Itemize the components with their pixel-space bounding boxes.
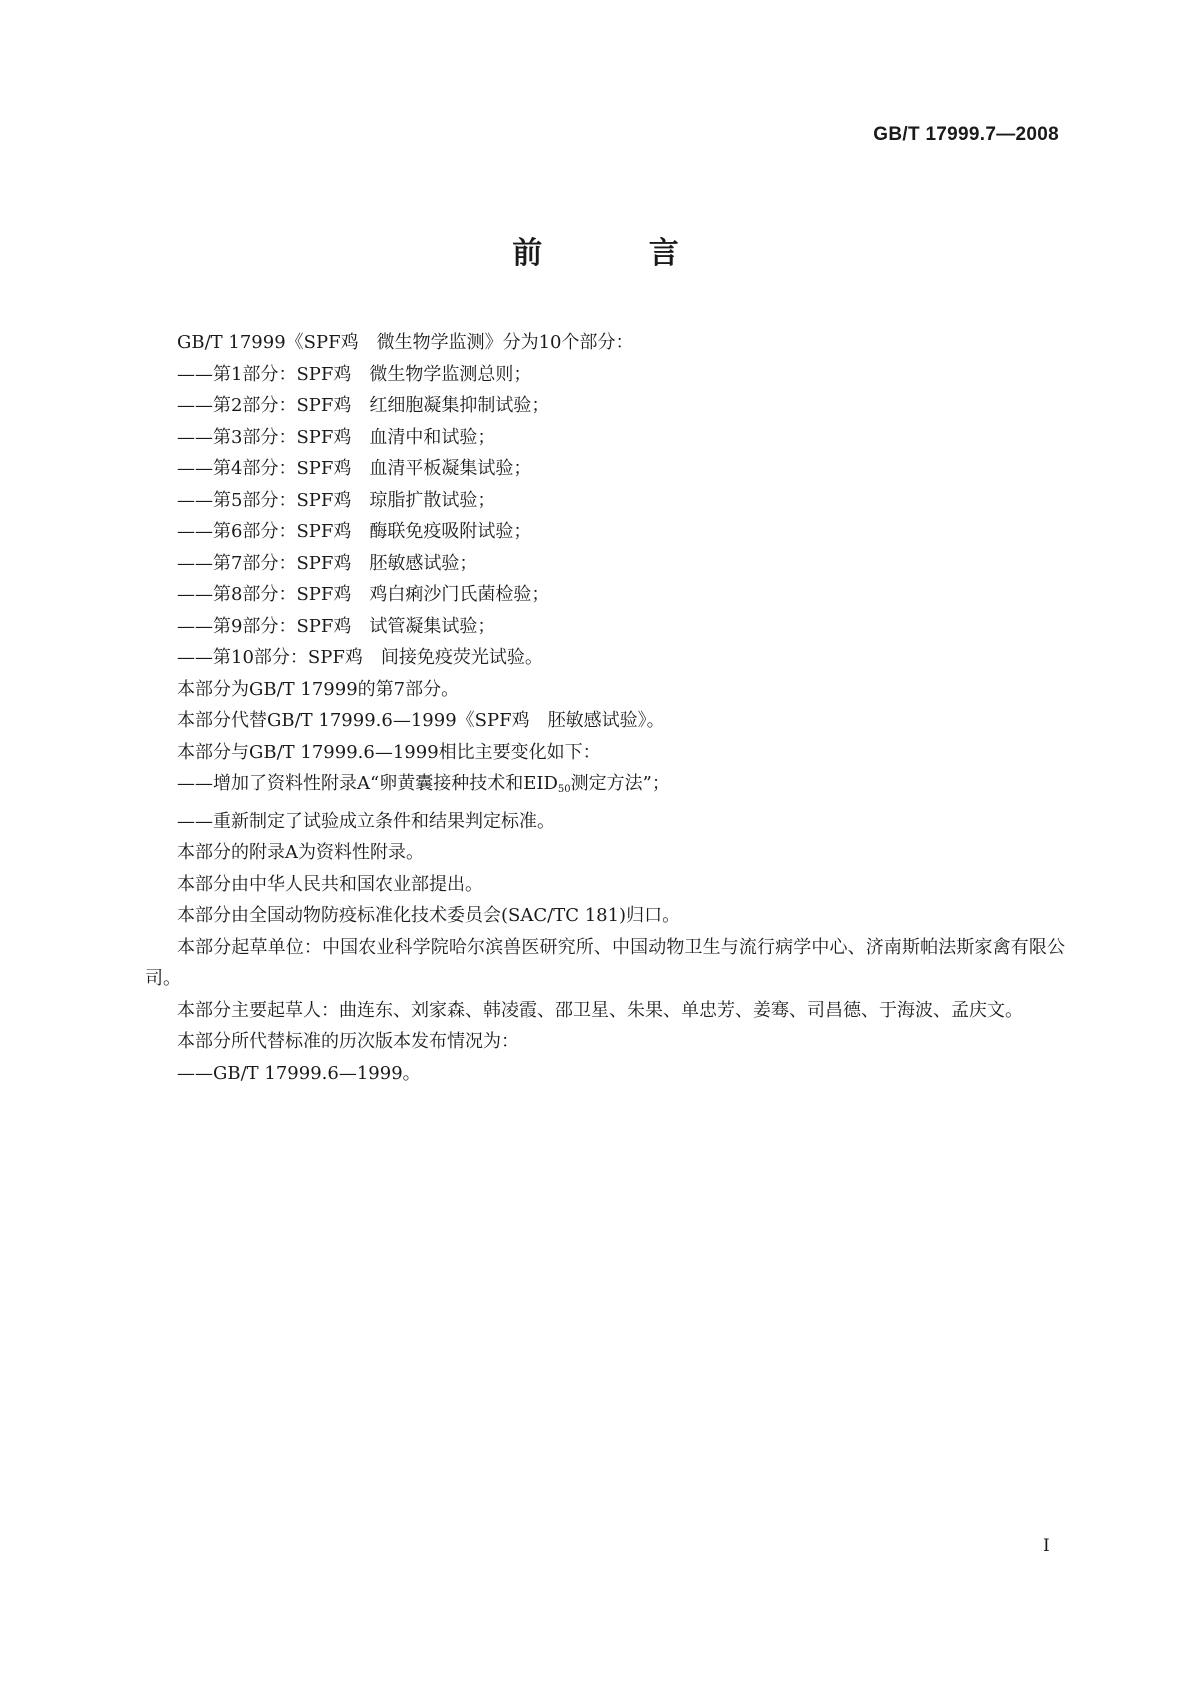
replaces-statement: 本部分代替GB/T 17999.6—1999《SPF鸡 胚敏感试验》。: [177, 710, 665, 731]
change-item-1-end: 测定方法”；: [570, 773, 670, 794]
annex-statement: 本部分的附录A为资料性附录。: [177, 842, 424, 863]
part-item-4: ——第4部分：SPF鸡 血清平板凝集试验；: [177, 458, 532, 479]
part-item-3: ——第3部分：SPF鸡 血清中和试验；: [177, 426, 496, 448]
part-item-8: ——第8部分：SPF鸡 鸡白痢沙门氏菌检验；: [177, 584, 550, 605]
part-item-10: ——第10部分：SPF鸡 间接免疫荧光试验。: [177, 647, 543, 668]
change-item-1-subscript: 50: [557, 784, 571, 795]
part-item-7: ——第7部分：SPF鸡 胚敏感试验；: [177, 552, 478, 574]
page-title: 前 言: [512, 236, 727, 271]
change-item-1: [145, 768, 1065, 806]
intro-paragraph: GB/T 17999《SPF鸡 微生物学监测》分为10个部分：: [177, 332, 634, 353]
part-item-1: ——第1部分：SPF鸡 微生物学监测总则；: [177, 363, 532, 385]
standard-code: GB/T 17999.7—2008: [873, 124, 1059, 145]
drafting-units-statement: 本部分起草单位：中国农业科学院哈尔滨兽医研究所、中国动物卫生与流行病学中心、济南斯帕法斯家禽有限公司。: [145, 936, 1065, 989]
history-item-1: ——GB/T 17999.6—1999。: [177, 1062, 421, 1084]
change-item-2: ——重新制定了试验成立条件和结果判定标准。: [177, 810, 555, 832]
drafters-statement: 本部分主要起草人：曲连东、刘家森、韩凌霞、邵卫星、朱果、单忠芳、姜骞、司昌德、于海波、孟庆文。: [177, 999, 1023, 1021]
part-of-statement: 本部分为GB/T 17999的第7部分。: [177, 678, 460, 700]
part-item-9: ——第9部分：SPF鸡 试管凝集试验；: [177, 615, 496, 637]
centralized-by-statement: 本部分由全国动物防疫标准化技术委员会(SAC/TC 181)归口。: [177, 905, 681, 926]
changes-intro: 本部分与GB/T 17999.6—1999相比主要变化如下：: [177, 741, 601, 763]
foreword-body: [145, 327, 1065, 1089]
change-item-1-text: ——增加了资料性附录A“卵黄囊接种技术和EID: [177, 773, 558, 794]
history-intro: 本部分所代替标准的历次版本发布情况为：: [177, 1031, 519, 1052]
part-item-2: ——第2部分：SPF鸡 红细胞凝集抑制试验；: [177, 395, 550, 416]
page-number: I: [1043, 1536, 1050, 1556]
part-item-6: ——第6部分：SPF鸡 酶联免疫吸附试验；: [177, 521, 532, 542]
part-item-5: ——第5部分：SPF鸡 琼脂扩散试验；: [177, 489, 496, 511]
proposed-by-statement: 本部分由中华人民共和国农业部提出。: [177, 873, 483, 895]
